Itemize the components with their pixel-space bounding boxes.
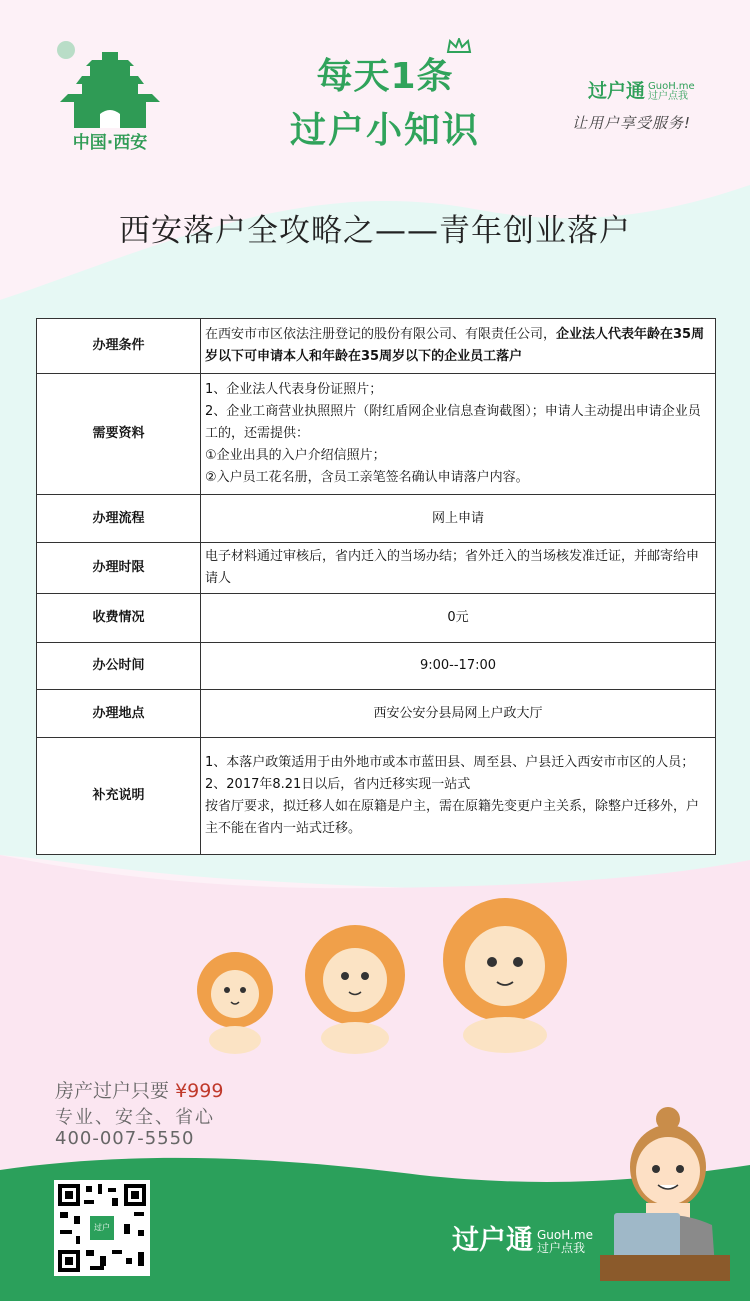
footer-brand-tagline: 过户点我 [537, 1240, 586, 1255]
table-row [37, 374, 716, 495]
value-line: ①企业出具的入户介绍信照片； [205, 448, 386, 463]
row-value: 电子材料通过审核后，省内迁入的当场办结；省外迁入的当场核发准迁证，并邮寄给申请人 [201, 543, 716, 594]
value-line: 2、2017年8.21日以后，省内迁移实现一站式 [205, 777, 471, 792]
info-table [36, 318, 716, 855]
row-value [201, 319, 716, 374]
slogan: 让用户享受服务! [572, 114, 692, 132]
table-row [37, 594, 716, 643]
row-key: 办公时间 [37, 643, 201, 690]
value-line: ②入户员工花名册，含员工亲笔签名确认申请落户内容。 [205, 470, 529, 485]
footer-brand-domain: GuoH.me [537, 1227, 593, 1242]
brand-name: 过户通 [588, 80, 646, 102]
table-row [37, 495, 716, 543]
footer-brand-logo [452, 1218, 593, 1257]
qr-code[interactable] [54, 1180, 150, 1276]
promo-phone: 400-007-5550 [55, 1128, 195, 1149]
row-value: 西安公安分县局网上户政大厅 [201, 690, 716, 738]
qr-label: 过户 [94, 1223, 110, 1232]
footer-brand-name: 过户通 [452, 1225, 533, 1256]
table-row [37, 738, 716, 855]
large-lion-icon [443, 898, 567, 1053]
customer-service-woman-illustration [600, 1105, 730, 1281]
value-line: 1、本落户政策适用于由外地市或本市蓝田县、周至县、户县迁入西安市市区的人员； [205, 755, 695, 770]
row-value: 9:00--17:00 [201, 643, 716, 690]
small-lion-icon [197, 952, 273, 1054]
page-title: 西安落户全攻略之——青年创业落户 [119, 213, 631, 249]
row-key: 补充说明 [37, 738, 201, 855]
value-line: 2、企业工商营业执照照片（附红盾网企业信息查询截图）；申请人主动提出申请企业员工的，还需提供： [205, 404, 701, 441]
row-value [201, 374, 716, 495]
promo-price-line [55, 1076, 223, 1103]
logo-caption: 中国·西安 [72, 133, 148, 153]
table-row [37, 643, 716, 690]
value-line: 按省厅要求，拟迁移人如在原籍是户主，需在原籍先变更户主关系，除整户迁移外，户主不能在省内一站式迁移。 [205, 799, 700, 836]
value-line: 在西安市市区依法注册登记的股份有限公司、有限责任公司， [205, 327, 557, 342]
table-row [37, 319, 716, 374]
brand-logo [588, 76, 695, 103]
brand-tagline: 过户点我 [648, 90, 689, 102]
middle-lion-icon [305, 925, 405, 1054]
row-key: 办理条件 [37, 319, 201, 374]
row-key: 需要资料 [37, 374, 201, 495]
row-key: 办理地点 [37, 690, 201, 738]
row-key: 收费情况 [37, 594, 201, 643]
promo-price: ¥999 [175, 1080, 224, 1102]
lion-mascots-illustration [185, 890, 585, 1055]
row-key: 办理流程 [37, 495, 201, 543]
row-value [201, 738, 716, 855]
promo-features: 专业、安全、省心 [55, 1107, 215, 1128]
tower-logo-icon [52, 40, 168, 130]
value-line: 1、企业法人代表身份证照片； [205, 382, 383, 397]
table-row [37, 690, 716, 738]
daily-tip-heading: 每天1条 [316, 56, 454, 97]
value-line-bold: 企业法人代表年龄在35周岁以下可申请本人和年龄在35周岁以下的企业员工落户 [205, 327, 705, 364]
brand-domain: GuoH.me [648, 80, 695, 92]
crown-icon [446, 38, 472, 54]
row-key: 办理时限 [37, 543, 201, 594]
promo-prefix: 房产过户只要 [55, 1080, 170, 1102]
table-row [37, 543, 716, 594]
row-value: 0元 [201, 594, 716, 643]
row-value: 网上申请 [201, 495, 716, 543]
daily-tip-subheading: 过户小知识 [289, 110, 480, 151]
